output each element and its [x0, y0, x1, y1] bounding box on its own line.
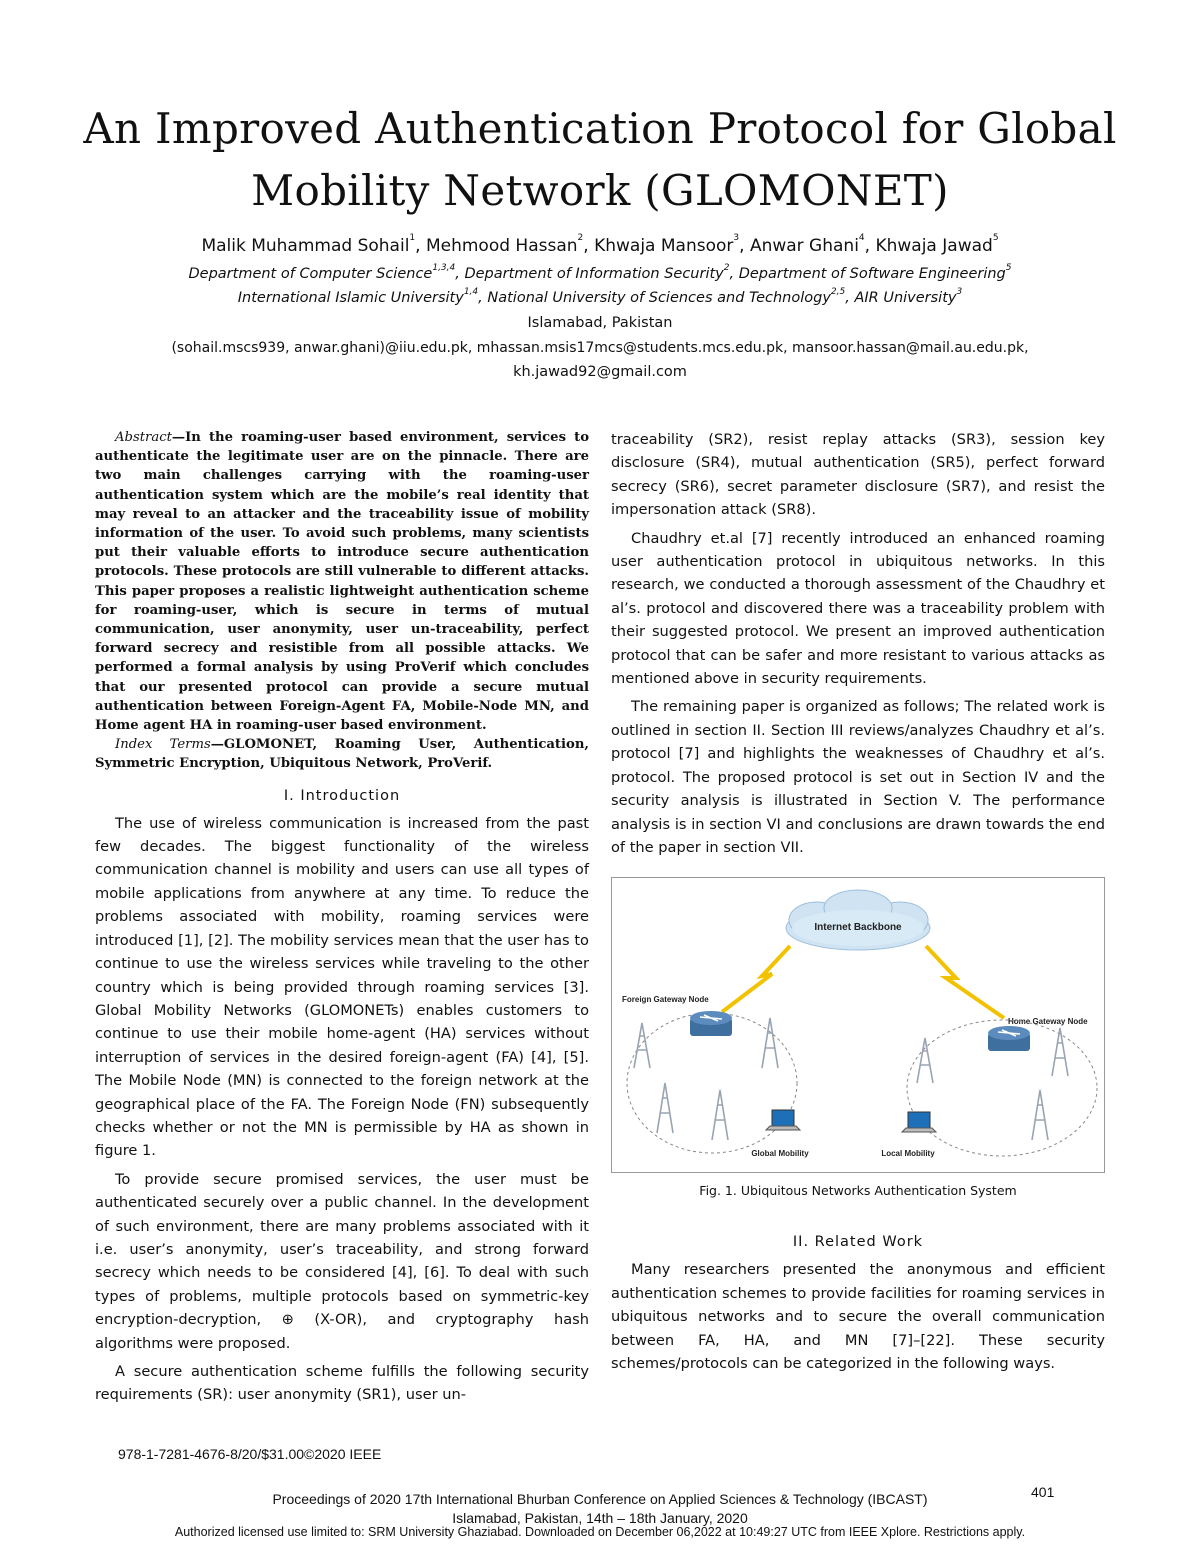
author-name: Mehmood Hassan [425, 236, 578, 256]
title-line-2: Mobility Network (GLOMONET) [251, 166, 949, 215]
laptop-icon [902, 1112, 936, 1132]
department-line: Department of Computer Science$^{1,3,4}$, Department of Information Security$^2$, Department of Software Engineering$^5$ [188, 263, 1012, 282]
right-column [611, 428, 1105, 1375]
index-terms-label: Index Terms [115, 737, 211, 753]
index-terms [95, 735, 589, 773]
related-work-paragraph-1: Many researchers presented the anonymous and efficient authentication schemes to provide facilities for roaming services in ubiquitous networks and to secure the overall communication between FA, HA, and MN [7]–[22]. These security schemes/protocols can be categorized in the following ways. [611, 1261, 1105, 1372]
emails-line-1: (sohail.mscs939, anwar.ghani)@iiu.edu.pk, mhassan.msis17mcs@students.mcs.edu.pk, mansoor.hassan@mail.au.edu.pk, [171, 340, 1029, 356]
router-icon [988, 1026, 1030, 1051]
network-diagram [612, 878, 1104, 1172]
home-gateway-label: Home Gateway Node [1008, 1017, 1088, 1027]
abstract-label: Abstract [115, 430, 172, 445]
title-line-1: An Improved Authentication Protocol for Global [83, 104, 1117, 153]
proceedings-line-2: Islamabad, Pakistan, 14th – 18th January, 2020 [452, 1510, 748, 1526]
intro-paragraph-3-continued: traceability (SR2), resist replay attacks (SR3), session key disclosure (SR4), mutual authentication (SR5), perfect forward secrecy (SR6), secret parameter disclosure (SR7), and resist the impersonation attack (SR8). [611, 431, 1105, 519]
intro-paragraph-3: A secure authentication scheme fulfills the following security requirements (SR): user anonymity (SR1), user un- [95, 1363, 589, 1404]
left-column [95, 428, 589, 1407]
cloud-label: Internet Backbone [814, 922, 902, 934]
proceedings-footer [60, 1490, 1140, 1528]
university-sup: 3 [956, 287, 963, 297]
location: Islamabad, Pakistan [527, 315, 673, 331]
intro-paragraph-5: The remaining paper is organized as follows; The related work is outlined in section II. Section III reviews/analyzes Chaudhry et al’s. protocol [7] and highlights the weaknesses of Chaudhry et al’s. protocol. The proposed protocol is set out in Section IV and the security analysis is illustrated in Section V. The performance analysis is in section VI and conclusions are drawn towards the end of the paper in section VII. [611, 698, 1105, 856]
laptop-icon [766, 1110, 800, 1130]
figure-caption: Fig. 1. Ubiquitous Networks Authentication System [699, 1183, 1017, 1199]
author-sup: 4 [858, 233, 865, 243]
intro-paragraph-2: To provide secure promised services, the user must be authenticated securely over a public channel. In the development of such environment, there are many problems associated with it i.e. user’s anonymity, user’s traceability, and strong forward secrecy which needs to be considered [4], [6]. To deal with such types of problems, multiple protocols based on symmetric-key encryption-decryption, ⊕ (X-OR), and cryptography hash algorithms were proposed. [95, 1170, 589, 1352]
lightning-icon [926, 946, 1004, 1018]
department-name: Department of Information Security [464, 266, 724, 282]
department-name: Department of Computer Science [188, 266, 433, 282]
section-heading-related-work: II. Related Work [792, 1234, 924, 1251]
index-terms-text: —GLOMONET, Roaming User, Authentication, Symmetric Encryption, Ubiquitous Network, ProVerif. [95, 737, 589, 772]
author-sup: 3 [733, 233, 740, 243]
figure-1 [611, 877, 1105, 1173]
university-sup: 2,5 [830, 287, 846, 297]
isbn-line: 978-1-7281-4676-8/20/$31.00©2020 IEEE [118, 1446, 382, 1462]
cell-tower-icon [634, 1018, 778, 1140]
author-name: Khwaja Mansoor [594, 236, 734, 256]
section-heading-introduction: I. Introduction [283, 787, 401, 804]
author-list: Malik Muhammad Sohail$^1$, Mehmood Hassan$^2$, Khwaja Mansoor$^3$, Anwar Ghani$^4$, Khwaja Jawad$^5$ [201, 233, 999, 256]
lightning-icon [722, 946, 790, 1012]
intro-paragraph-4: Chaudhry et.al [7] recently introduced an enhanced roaming user authentication protocol in ubiquitous networks. In this research, we conducted a thorough assessment of the Chaudhry et al’s. protocol and discovered there was a traceability problem with their suggested protocol. We present an improved authentication protocol that can be safer and more resistant to various attacks as mentioned above in security requirements. [611, 529, 1105, 688]
router-icon [690, 1011, 732, 1036]
paper-title [60, 98, 1140, 222]
author-name: Anwar Ghani [749, 236, 859, 256]
cloud-icon [786, 890, 930, 950]
university-line: International Islamic University$^{1,4}$, National University of Sciences and Technology$^{2,5}$, AIR University$^3$ [237, 287, 963, 306]
department-name: Department of Software Engineering [738, 266, 1006, 282]
university-name: International Islamic University [237, 290, 464, 306]
department-sup: 2 [723, 263, 730, 273]
local-mobility-label: Local Mobility [881, 1149, 935, 1159]
author-sup: 5 [992, 233, 999, 243]
author-name: Khwaja Jawad [875, 236, 993, 256]
author-sup: 2 [577, 233, 584, 243]
global-mobility-label: Global Mobility [751, 1149, 809, 1159]
emails-line-2: kh.jawad92@gmail.com [513, 364, 687, 380]
department-sup: 1,3,4 [432, 263, 456, 273]
intro-paragraph-1: The use of wireless communication is increased from the past few decades. The biggest functionality of the wireless communication channel is mobility and users can use all types of mobile applications from anywhere at any time. To reduce the problems associated with mobility, roaming services were introduced [1], [2]. The mobility services mean that the user has to continue to use the wireless services while traveling to the other country which is being provided through roaming services [3]. Global Mobility Networks (GLOMONETs) enables customers to continue to use their mobile home-agent (HA) services without interruption of services in the desired foreign-agent (FA) [4], [5]. The Mobile Node (MN) is connected to the foreign network at the geographical place of the FA. The Foreign Node (FN) subsequently checks whether or not the MN is permissible by HA as shown in figure 1. [95, 814, 589, 1160]
university-name: AIR University [854, 290, 957, 306]
proceedings-line-1: Proceedings of 2020 17th International Bhurban Conference on Applied Sciences & Technology (IBCAST) [272, 1491, 928, 1507]
author-sup: 1 [409, 233, 416, 243]
foreign-gateway-label: Foreign Gateway Node [622, 995, 709, 1005]
university-name: National University of Sciences and Technology [487, 290, 831, 306]
page-number: 401 [1031, 1484, 1055, 1500]
author-name: Malik Muhammad Sohail [201, 236, 410, 256]
department-sup: 5 [1005, 263, 1012, 273]
university-sup: 1,4 [463, 287, 479, 297]
abstract [95, 428, 589, 735]
abstract-text: —In the roaming-user based environment, services to authenticate the legitimate user are on the pinnacle. There are two main challenges carrying with the roaming-user authentication system which are the mobile’s real identity that may reveal to an attacker and the traceability issue of mobility information of the user. To avoid such problems, many scientists put their valuable efforts to introduce secure authentication protocols. These protocols are still vulnerable to different attacks. This paper proposes a realistic lightweight authentication scheme for roaming-user, which is secure in terms of mutual communication, user anonymity, user un-traceability, perfect forward secrecy and resistible from all possible attacks. We performed a formal analysis by using ProVerif which concludes that our presented protocol can provide a secure mutual authentication between Foreign-Agent FA, Mobile-Node MN, and Home agent HA in roaming-user based environment. [95, 430, 589, 734]
license-notice: Authorized licensed use limited to: SRM University Ghaziabad. Downloaded on December 06,2022 at 10:49:27 UTC from IEEE Xplore. Restrictions apply. [174, 1525, 1026, 1539]
